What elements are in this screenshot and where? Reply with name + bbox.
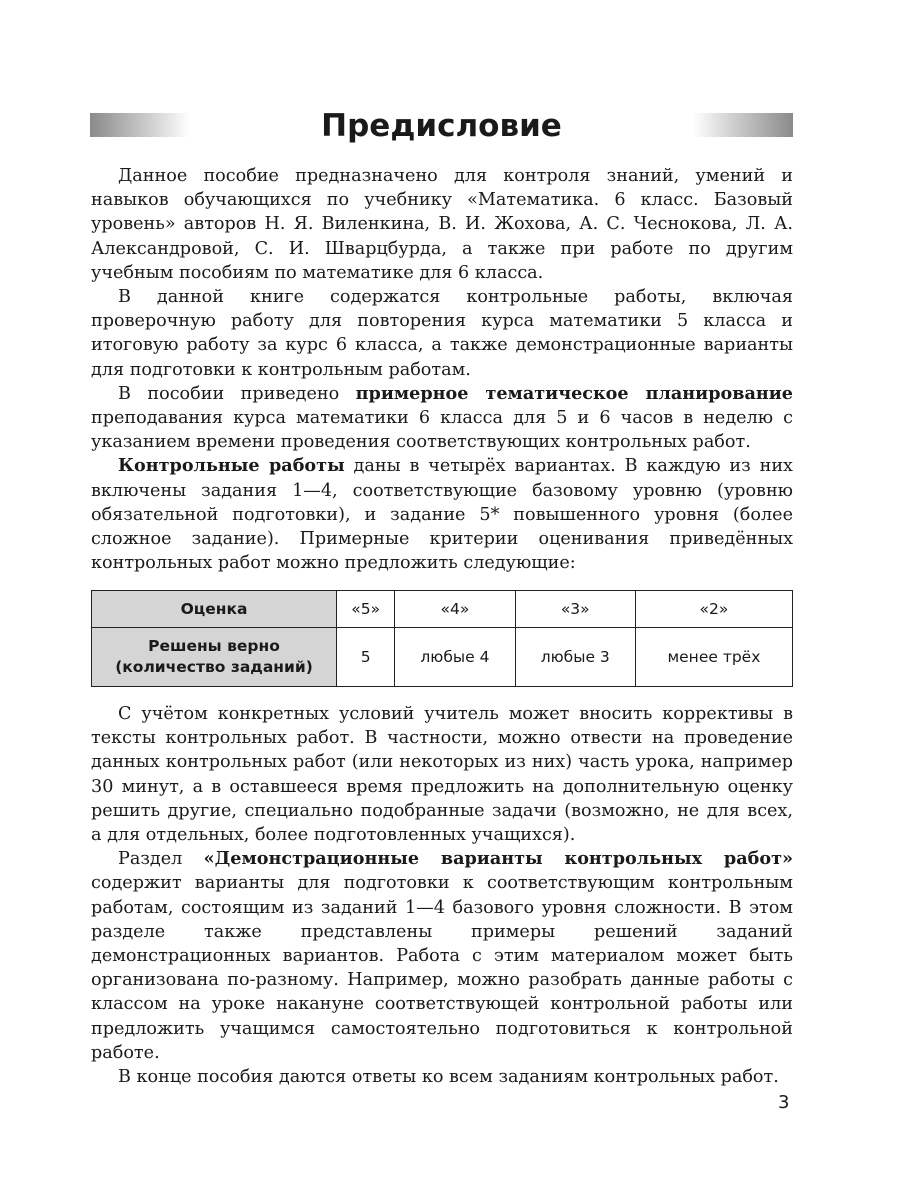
text-block-intro	[91, 164, 793, 575]
table-cell: любые 4	[395, 628, 515, 687]
table-cell: «5»	[337, 591, 395, 628]
paragraph-4-emphasis: Контрольные работы	[118, 455, 345, 477]
paragraph-5: С учётом конкретных условий учитель может вносить коррективы в тексты контрольных работ. В частности, можно отвести на проведение данных контрольных работ (или некоторых из них) часть урока, например 30 минут, а в оставшееся время предложить на дополнительную оценку решить другие, специально подобранные задачи (возможно, не для всех, а для отдельных, более подготовленных учащихся).	[91, 704, 793, 846]
paragraph-6-end: содержит варианты для подготовки к соответствующим контрольным работам, состоящим из заданий 1—4 базового уровня сложности. В этом разделе также представлены примеры решений заданий демонстрационных вариантов. Работа с этим материалом может быть организована по-разному. Например, можно разобрать данные работы с классом на уроке накануне соответствующей контрольной работы или предложить учащимся самостоятельно подготовиться к контрольной работе.	[91, 873, 793, 1063]
paragraph-3-emphasis: примерное тематическое планирование	[355, 382, 793, 404]
table-cell: «3»	[515, 591, 635, 628]
paragraph-6	[91, 847, 793, 1065]
paragraph-3	[91, 382, 793, 455]
table-cell: менее трёх	[635, 628, 792, 687]
paragraph-7: В конце пособия даются ответы ко всем заданиям контрольных работ.	[118, 1067, 779, 1088]
table-row-grade	[92, 591, 793, 628]
page-title: Предисловие	[321, 108, 562, 144]
chapter-header	[90, 100, 793, 152]
page-number: 3	[778, 1092, 790, 1113]
text-block-notes	[91, 702, 793, 1089]
paragraph-1: Данное пособие предназначено для контроля знаний, умений и навыков обучающихся по учебнику «Математика. 6 класс. Базовый уровень» авторов Н. Я. Виленкина, В. И. Жохова, А. С. Чеснокова, Л. А. Александровой, С. И. Шварцбурда, а также при работе по другим учебным пособиям по математике для 6 класса.	[91, 166, 793, 283]
table-header-solved: Решены верно (количество заданий)	[92, 628, 337, 687]
paragraph-2: В данной книге содержатся контрольные работы, включая проверочную работу для повторения курса математики 5 класса и итоговую работу за курс 6 класса, а также демонстрационные варианты для подготовки к контрольным работам.	[91, 287, 793, 380]
table-cell: 5	[337, 628, 395, 687]
table-cell: «4»	[395, 591, 515, 628]
paragraph-4	[91, 454, 793, 575]
table-row-solved	[92, 628, 793, 687]
table-cell: «2»	[635, 591, 792, 628]
table-cell: любые 3	[515, 628, 635, 687]
paragraph-6-emphasis: «Демонстрационные варианты контрольных работ»	[203, 848, 793, 870]
paragraph-6-start: Раздел	[118, 849, 204, 870]
paragraph-3-end: преподавания курса математики 6 класса для 5 и 6 часов в неделю с указанием времени проведения соответствующих контрольных работ.	[91, 408, 793, 453]
paragraph-4-end: даны в четырёх вариантах. В каждую из них включены задания 1—4, соответствующие базовому уровню (уровню обязательной подготовки), и задание 5* повышенного уровня (более сложное задание). Примерные критерии оценивания приведённых контрольных работ можно предложить следующие:	[91, 456, 793, 574]
grading-table	[91, 590, 793, 687]
paragraph-3-start: В пособии приведено	[118, 383, 356, 404]
table-header-grade: Оценка	[92, 591, 337, 628]
